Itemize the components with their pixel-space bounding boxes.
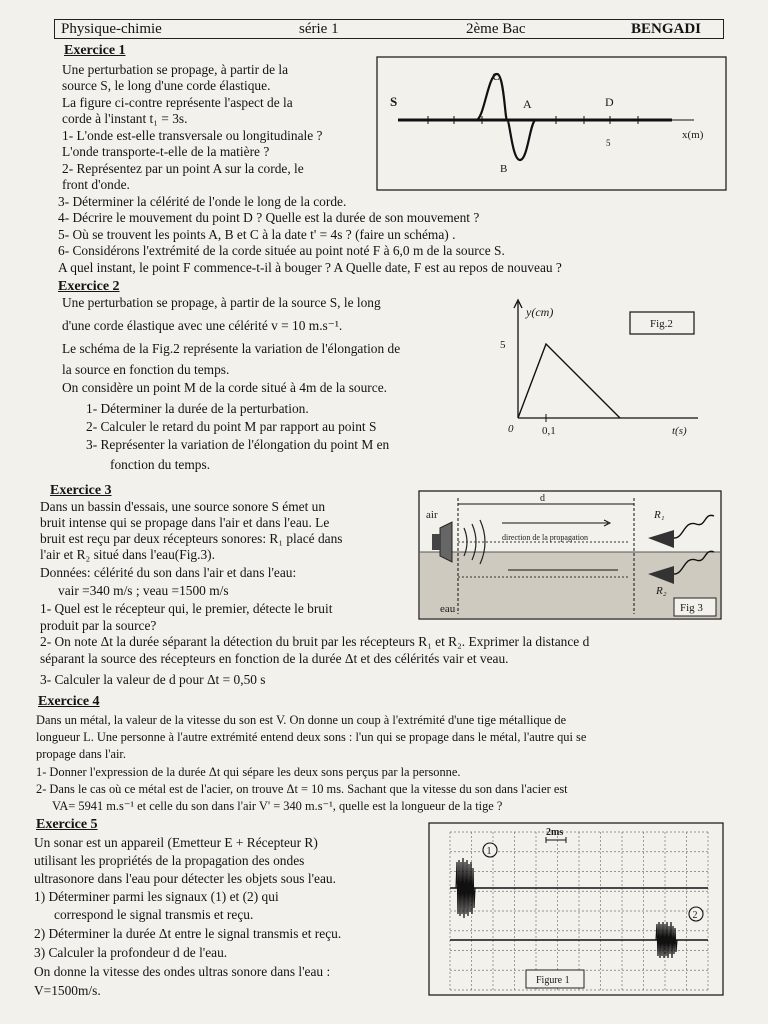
ex2-line: 3- Représenter la variation de l'élongation du point M en xyxy=(86,437,390,452)
ex1-rope-figure xyxy=(376,56,728,192)
ex1-label-b: B xyxy=(500,163,508,175)
header-author: BENGADI xyxy=(631,21,702,37)
ex1-line: A quel instant, le point F commence-t-il à bouger ? A Quelle date, F est au repos de nouveau ? xyxy=(58,260,562,275)
ex3-line: Données: célérité du son dans l'air et dans l'eau: xyxy=(40,565,297,580)
ex2-line: 1- Déterminer la durée de la perturbation. xyxy=(86,401,309,416)
ex2-line: fonction du temps. xyxy=(110,457,211,472)
ex5-oscilloscope-figure xyxy=(428,822,724,996)
ex1-line: 2- Représentez par un point A sur la corde, le xyxy=(62,161,304,176)
ex4-line: longueur L. Une personne à l'autre extrémité entend deux sons : l'un qui se propage dans le métal, l'autre qui se xyxy=(36,730,587,744)
ex1-axis-label: x(m) xyxy=(682,129,704,141)
ex3-receiver2-label: R₂ xyxy=(656,585,667,597)
page-header xyxy=(54,19,724,39)
ex1-label-s: S xyxy=(390,94,398,109)
ex5-line: Un sonar est un appareil (Emetteur E + Récepteur R) xyxy=(34,835,318,850)
ex1-line: 5- Où se trouvent les points A, B et C à la date t' = 4s ? (faire un schéma) . xyxy=(58,227,456,242)
ex3-line: bruit intense qui se propage dans l'air et dans l'eau. Le xyxy=(40,515,330,530)
ex5-line: 3) Calculer la profondeur d de l'eau. xyxy=(34,945,228,960)
ex2-line: Une perturbation se propage, à partir de la source S, le long xyxy=(62,295,381,310)
ex1-line: Une perturbation se propage, à partir de la xyxy=(62,62,289,77)
ex5-scale-label: 2ms xyxy=(546,827,564,838)
ex3-line: vair =340 m/s ; veau =1500 m/s xyxy=(58,583,229,598)
ex3-line: 3- Calculer la valeur de d pour Δt = 0,50 s xyxy=(40,672,266,687)
ex3-line: Dans un bassin d'essais, une source sonore S émet un xyxy=(40,499,326,514)
ex2-x-axis-label: t(s) xyxy=(672,425,687,437)
ex5-title: Exercice 5 xyxy=(36,817,98,832)
ex3-line: produit par la source? xyxy=(40,618,157,633)
ex5-signal1-label: 1 xyxy=(486,846,492,857)
ex2-fig-label: Fig.2 xyxy=(650,318,673,330)
ex1-line: 4- Décrire le mouvement du point D ? Quelle est la durée de son mouvement ? xyxy=(58,210,480,225)
ex2-origin: 0 xyxy=(508,423,514,435)
ex3-fig-label: Fig 3 xyxy=(680,602,703,614)
ex3-line: séparant la source des récepteurs en fonction de la durée Δt et des célérités vair et veau. xyxy=(40,651,509,666)
ex4-line: Dans un métal, la valeur de la vitesse du son est V. On donne un coup à l'extrémité d'une tige métallique de xyxy=(36,713,567,727)
ex2-x-tick: 0,1 xyxy=(542,425,556,437)
header-level: 2ème Bac xyxy=(466,21,526,37)
ex3-receiver1-label: R₁ xyxy=(654,509,665,521)
ex3-line: 2- On note Δt la durée séparant la détection du bruit par les récepteurs R₁ et R₂. Exprimer la distance d xyxy=(40,634,590,649)
ex1-line: source S, le long d'une corde élastique. xyxy=(62,78,271,93)
ex5-line: utilisant les propriétés de la propagation des ondes xyxy=(34,853,305,868)
ex3-basin-figure xyxy=(418,490,722,620)
ex3-line: l'air et R₂ situé dans l'eau(Fig.3). xyxy=(40,547,215,562)
ex5-fig-label: Figure 1 xyxy=(536,975,570,986)
header-serie: série 1 xyxy=(299,21,339,37)
ex2-title: Exercice 2 xyxy=(58,279,120,294)
ex2-line: la source en fonction du temps. xyxy=(62,362,230,377)
ex4-line: 1- Donner l'expression de la durée Δt qui sépare les deux sons perçus par la personne. xyxy=(36,765,461,779)
ex5-line: V=1500m/s. xyxy=(34,983,101,998)
ex5-signal2-label: 2 xyxy=(692,910,698,921)
ex3-line: bruit est reçu par deux récepteurs sonores: R₁ placé dans xyxy=(40,531,343,546)
ex2-y-axis-label: y(cm) xyxy=(526,305,554,319)
ex1-label-d: D xyxy=(605,95,614,109)
ex2-line: d'une corde élastique avec une célérité v = 10 m.s⁻¹. xyxy=(62,318,343,333)
ex2-line: 2- Calculer le retard du point M par rapport au point S xyxy=(86,419,377,434)
ex3-direction-label: direction de la propagation xyxy=(502,533,588,542)
ex1-title: Exercice 1 xyxy=(64,43,126,58)
ex4-title: Exercice 4 xyxy=(38,694,100,709)
ex1-label-c: C xyxy=(492,71,500,83)
ex5-line: correspond le signal transmis et reçu. xyxy=(54,907,254,922)
ex1-line: front d'onde. xyxy=(62,177,130,192)
header-subject: Physique-chimie xyxy=(61,21,162,37)
ex5-line: On donne la vitesse des ondes ultras sonore dans l'eau : xyxy=(34,964,331,979)
ex1-line: L'onde transporte-t-elle de la matière ? xyxy=(62,144,270,159)
ex2-y-tick: 5 xyxy=(500,339,506,351)
ex2-elongation-graph xyxy=(490,296,720,446)
ex1-label-a: A xyxy=(523,97,532,111)
ex3-title: Exercice 3 xyxy=(50,483,112,498)
ex1-line: 1- L'onde est-elle transversale ou longitudinale ? xyxy=(62,128,323,143)
ex1-tick-5: 5 xyxy=(606,138,611,148)
ex2-line: On considère un point M de la corde situé à 4m de la source. xyxy=(62,380,387,395)
ex4-line: propage dans l'air. xyxy=(36,747,126,761)
ex5-line: 1) Déterminer parmi les signaux (1) et (2) qui xyxy=(34,889,279,904)
ex1-line: 3- Déterminer la célérité de l'onde le long de la corde. xyxy=(58,194,347,209)
ex3-water-label: eau xyxy=(440,603,456,615)
ex1-line: corde à l'instant t₁ = 3s. xyxy=(62,111,188,126)
ex4-line: VA= 5941 m.s⁻¹ et celle du son dans l'air V' = 340 m.s⁻¹, quelle est la longueur de la tige ? xyxy=(52,799,503,813)
ex1-line: La figure ci-contre représente l'aspect de la xyxy=(62,95,293,110)
ex3-air-label: air xyxy=(426,509,438,521)
ex1-line: 6- Considérons l'extrémité de la corde située au point noté F à 6,0 m de la source S. xyxy=(58,243,505,258)
ex2-line: Le schéma de la Fig.2 représente la variation de l'élongation de xyxy=(62,341,401,356)
ex5-line: ultrasonore dans l'eau pour détecter les objets sous l'eau. xyxy=(34,871,336,886)
ex3-line: 1- Quel est le récepteur qui, le premier, détecte le bruit xyxy=(40,601,333,616)
ex5-line: 2) Déterminer la durée Δt entre le signal transmis et reçu. xyxy=(34,926,342,941)
ex3-distance-label: d xyxy=(540,493,545,504)
ex4-line: 2- Dans le cas où ce métal est de l'acier, on trouve Δt = 10 ms. Sachant que la vitesse du son dans l'acier est xyxy=(36,782,568,796)
